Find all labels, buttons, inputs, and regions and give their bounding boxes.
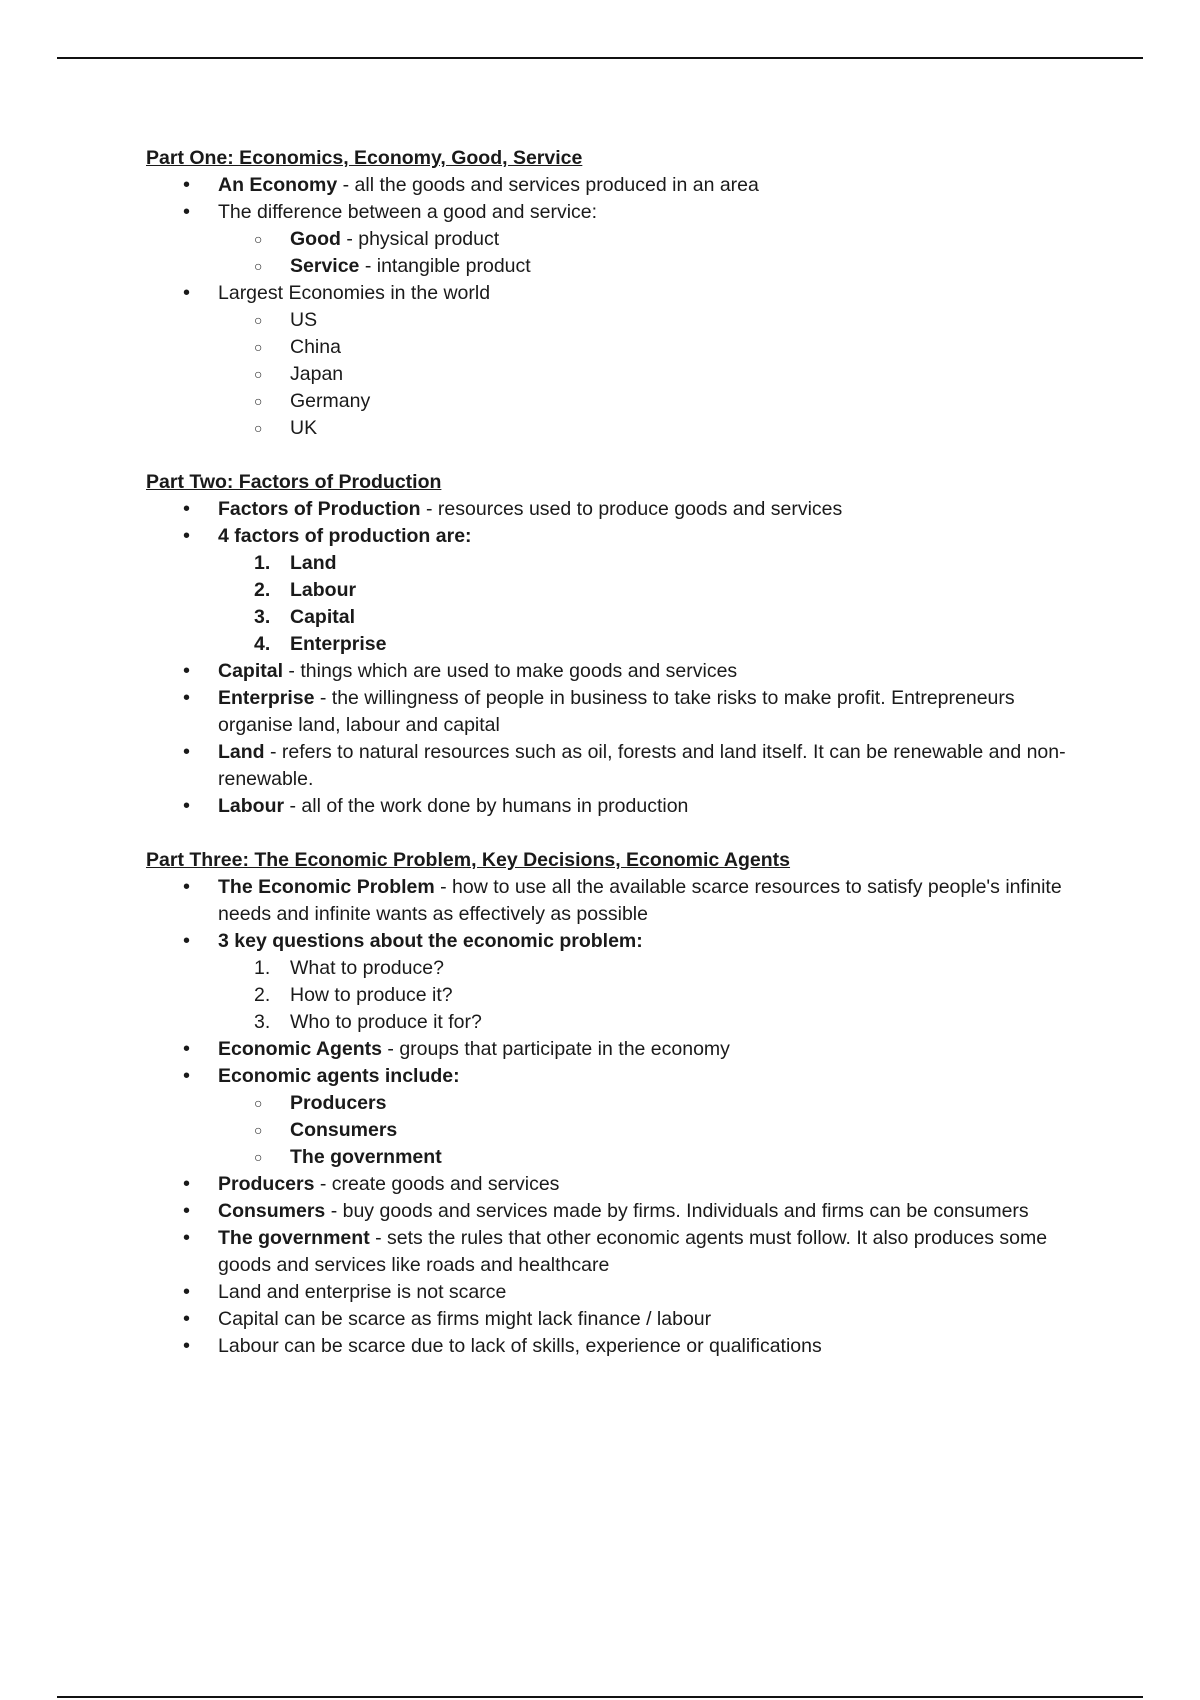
term: Economic Agents — [218, 1038, 382, 1060]
list-item: • Largest Economies in the world — [146, 280, 1066, 307]
economy-item: ○ US — [146, 307, 1066, 334]
question-item — [146, 982, 1066, 1009]
list-item: • Land and enterprise is not scarce — [146, 1279, 1066, 1306]
term: Consumers — [218, 1200, 326, 1222]
economy-item: ○ Japan — [146, 361, 1066, 388]
part-two-list — [146, 496, 1066, 820]
term: Factors of Production — [218, 498, 421, 520]
list-item — [146, 739, 1066, 793]
factor-item — [146, 550, 1066, 577]
list-number: 4. — [254, 633, 271, 655]
definition: - physical product — [340, 228, 500, 250]
list-item: • Capital can be scarce as firms might lack finance / labour — [146, 1306, 1066, 1333]
question-label: Who to produce it for? — [290, 1011, 482, 1033]
question-item — [146, 955, 1066, 982]
term: Capital — [218, 660, 284, 682]
part-one-heading: Part One: Economics, Economy, Good, Service — [146, 147, 583, 169]
factor-item — [146, 631, 1066, 658]
list-number: 2. — [254, 984, 271, 1006]
sub-list-item — [146, 253, 1066, 280]
top-rule — [57, 57, 1143, 59]
spacer — [146, 820, 1066, 847]
list-item — [146, 1036, 1066, 1063]
part-one-list — [146, 172, 1066, 442]
list-item — [146, 928, 1066, 955]
list-item — [146, 172, 1066, 199]
factor-label: Land — [290, 552, 337, 574]
part-two-heading: Part Two: Factors of Production — [146, 471, 442, 493]
term: The Economic Problem — [218, 876, 435, 898]
list-item — [146, 874, 1066, 928]
definition: - resources used to produce goods and services — [420, 498, 843, 520]
term: An Economy — [218, 174, 338, 196]
list-item — [146, 793, 1066, 820]
agent-item — [146, 1144, 1066, 1171]
definition: - all the goods and services produced in an area — [337, 174, 759, 196]
list-number: 3. — [254, 606, 271, 628]
part-three-heading: Part Three: The Economic Problem, Key Decisions, Economic Agents — [146, 849, 791, 871]
sub-list-item — [146, 226, 1066, 253]
list-item — [146, 1225, 1066, 1279]
list-item — [146, 658, 1066, 685]
economy-item: ○ China — [146, 334, 1066, 361]
economy-item: ○ UK — [146, 415, 1066, 442]
term: Service — [290, 255, 360, 277]
list-number: 1. — [254, 957, 271, 979]
economy-item: ○ Germany — [146, 388, 1066, 415]
definition: - things which are used to make goods and services — [283, 660, 738, 682]
term: Land — [218, 741, 265, 763]
agent-item — [146, 1117, 1066, 1144]
term: Enterprise — [218, 687, 315, 709]
agent-label: Consumers — [290, 1119, 398, 1141]
list-item: • Labour can be scarce due to lack of skills, experience or qualifications — [146, 1333, 1066, 1360]
list-item — [146, 496, 1066, 523]
factor-label: Labour — [290, 579, 357, 601]
list-number: 1. — [254, 552, 271, 574]
definition: - sets the rules that other economic agents must follow. It also produces some goods and services like roads and healthcare — [218, 1227, 1048, 1276]
definition: - the willingness of people in business to take risks to make profit. Entrepreneurs organise land, labour and capital — [218, 687, 1015, 736]
list-item — [146, 523, 1066, 550]
list-item — [146, 685, 1066, 739]
definition: - how to use all the available scarce resources to satisfy people's infinite needs and infinite wants as effectively as possible — [218, 876, 1062, 925]
list-item — [146, 1198, 1066, 1225]
definition: - intangible product — [359, 255, 531, 277]
factor-label: Enterprise — [290, 633, 387, 655]
definition: - refers to natural resources such as oil, forests and land itself. It can be renewable and non-renewable. — [218, 741, 1066, 790]
definition: - create goods and services — [314, 1173, 560, 1195]
term: Producers — [218, 1173, 315, 1195]
definition: - groups that participate in the economy — [381, 1038, 730, 1060]
bottom-rule — [57, 1696, 1143, 1698]
agent-item — [146, 1090, 1066, 1117]
factor-item — [146, 604, 1066, 631]
definition: - buy goods and services made by firms. Individuals and firms can be consumers — [325, 1200, 1029, 1222]
list-item — [146, 1063, 1066, 1090]
list-item: • The difference between a good and service: — [146, 199, 1066, 226]
factor-item — [146, 577, 1066, 604]
agent-label: Producers — [290, 1092, 387, 1114]
list-number: 2. — [254, 579, 271, 601]
question-label: How to produce it? — [290, 984, 453, 1006]
definition: - all of the work done by humans in production — [284, 795, 689, 817]
factor-label: Capital — [290, 606, 356, 628]
question-item — [146, 1009, 1066, 1036]
question-label: What to produce? — [290, 957, 444, 979]
term: 4 factors of production are: — [218, 525, 472, 547]
term: Economic agents include: — [218, 1065, 460, 1087]
term: 3 key questions about the economic problem: — [218, 930, 643, 952]
list-item — [146, 1171, 1066, 1198]
spacer — [146, 442, 1066, 469]
term: Labour — [218, 795, 285, 817]
term: Good — [290, 228, 341, 250]
list-number: 3. — [254, 1011, 271, 1033]
term: The government — [218, 1227, 370, 1249]
part-three-list — [146, 874, 1066, 1360]
agent-label: The government — [290, 1146, 442, 1168]
document-body — [146, 145, 1066, 1360]
